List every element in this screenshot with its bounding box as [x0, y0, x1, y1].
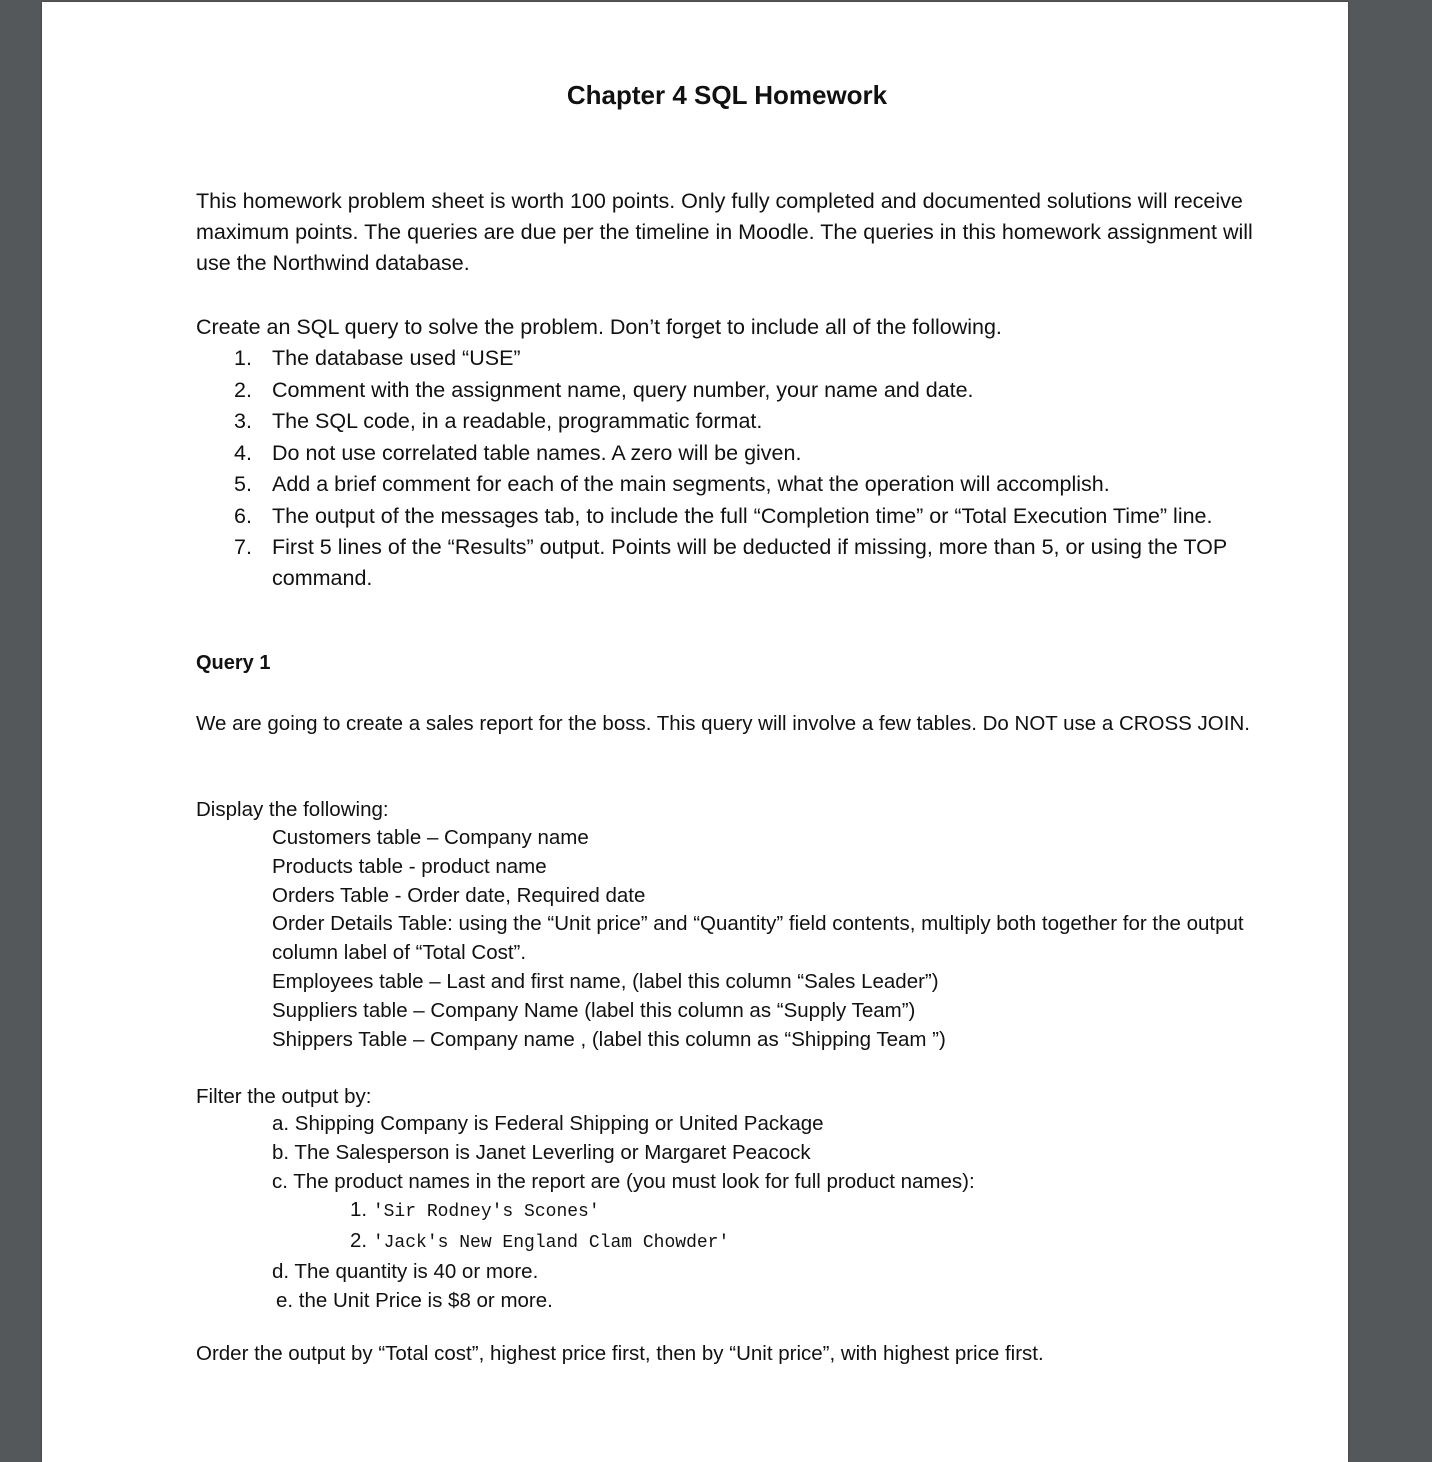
- filter-item-a: a. Shipping Company is Federal Shipping or United Package: [272, 1112, 824, 1135]
- display-item: Orders Table - Order date, Required date: [272, 883, 646, 907]
- list-number: 6.: [234, 503, 252, 528]
- filter-item-b: b. The Salesperson is Janet Leverling or Margaret Peacock: [272, 1140, 811, 1164]
- filter-item-d: d. The quantity is 40 or more.: [272, 1259, 539, 1283]
- list-item: [196, 343, 1286, 374]
- filter-item-c: c. The product names in the report are (you must look for full product names):: [272, 1169, 975, 1193]
- product-name-code: 'Jack's New England Clam Chowder': [372, 1233, 730, 1254]
- list-number: 1.: [234, 346, 252, 370]
- list-number: 7.: [234, 535, 252, 559]
- query-intro: We are going to create a sales report for the boss. This query will involve a few tables. Do NOT use a CROSS JOIN.: [196, 712, 1250, 735]
- display-item: Order Details Table: using the “Unit price” and “Quantity” field contents, multiply both together for the output column label of “Total Cost”.: [272, 912, 1244, 965]
- list-item-text: Do not use correlated table names. A zero will be given.: [272, 440, 802, 465]
- list-item-text: Comment with the assignment name, query number, your name and date.: [272, 377, 974, 402]
- list-item-text: The SQL code, in a readable, programmatic format.: [272, 409, 763, 433]
- list-item-text: The database used “USE”: [272, 346, 521, 370]
- product-name-code: 'Sir Rodney's Scones': [372, 1202, 600, 1223]
- display-item: Shippers Table – Company name , (label this column as “Shipping Team ”): [272, 1027, 946, 1051]
- product-name-item: [272, 1196, 1282, 1227]
- display-item: Products table - product name: [272, 854, 547, 878]
- instructions-lead: Create an SQL query to solve the problem. Don’t forget to include all of the following.: [196, 315, 1002, 339]
- list-item: [196, 469, 1286, 500]
- list-item: [196, 501, 1286, 532]
- product-name-item: [272, 1227, 1282, 1258]
- intro-paragraph: This homework problem sheet is worth 100 points. Only fully completed and documented solutions will receive maximum points. The queries are due per the timeline in Moodle. The queries in this homework assignment will use the Northwind database.: [196, 189, 1253, 275]
- filter-items: [272, 1110, 1282, 1316]
- filter-lead: Filter the output by:: [196, 1085, 372, 1108]
- display-item: Employees table – Last and first name, (label this column “Sales Leader”): [272, 969, 939, 993]
- list-number: 1.: [350, 1198, 368, 1222]
- list-item: [196, 406, 1286, 437]
- list-item: [196, 438, 1286, 469]
- list-item-text: First 5 lines of the “Results” output. Points will be deducted if missing, more than 5, or using the TOP command.: [272, 535, 1227, 590]
- requirements-list: [196, 343, 1286, 595]
- list-number: 2.: [234, 377, 252, 402]
- list-number: 2.: [350, 1229, 368, 1253]
- list-item-text: Add a brief comment for each of the main segments, what the operation will accomplish.: [272, 472, 1110, 496]
- document-page: [42, 2, 1348, 1462]
- document-title: Chapter 4 SQL Homework: [566, 80, 888, 110]
- list-item: [196, 375, 1286, 406]
- display-items: [272, 824, 1282, 1054]
- display-item: Customers table – Company name: [272, 826, 589, 849]
- list-number: 4.: [234, 440, 252, 465]
- order-by-instruction: Order the output by “Total cost”, highest price first, then by “Unit price”, with highest price first.: [196, 1342, 1044, 1365]
- list-item: [196, 532, 1286, 594]
- list-number: 3.: [234, 409, 252, 433]
- list-item-text: The output of the messages tab, to include the full “Completion time” or “Total Execution Time” line.: [272, 503, 1213, 528]
- display-lead: Display the following:: [196, 798, 389, 821]
- list-number: 5.: [234, 472, 252, 496]
- filter-item-e: e. the Unit Price is $8 or more.: [276, 1288, 553, 1312]
- display-item: Suppliers table – Company Name (label this column as “Supply Team”): [272, 998, 916, 1022]
- query-heading: Query 1: [196, 652, 271, 674]
